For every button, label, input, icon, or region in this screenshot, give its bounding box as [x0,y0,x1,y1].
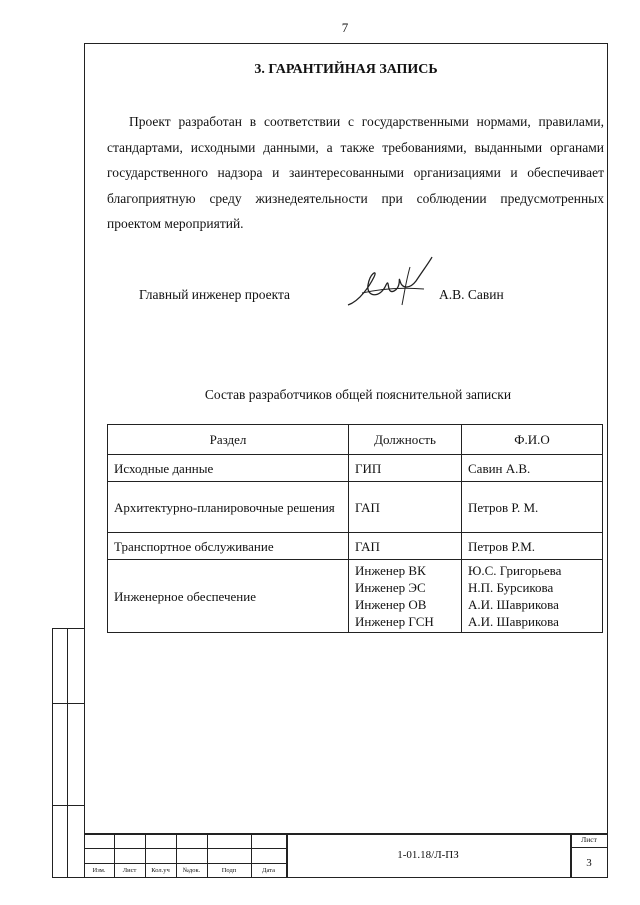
position-cell [349,560,462,633]
table-row [108,560,603,633]
name-cell: Петров Р.М. [462,533,603,560]
signer-role: Главный инженер проекта [139,287,291,302]
name-line: А.И. Шаврикова [468,597,559,612]
position-line: Инженер ОВ [355,597,427,612]
column-header-name: Ф.И.О [462,425,603,455]
section-cell: Инженерное обеспечение [108,560,349,633]
position-cell: ГИП [349,455,462,482]
sheet-number: 3 [586,857,592,869]
name-cell: Савин А.В. [462,455,603,482]
name-cell: Петров Р. М. [462,482,603,533]
title-block-label: Дата [262,867,275,874]
position-line: Инженер ЭС [355,580,426,595]
position-line: Инженер ГСН [355,614,434,629]
table-row [108,455,603,482]
table-row [108,482,603,533]
page-number: 7 [341,20,349,35]
title-block-label: Лист [122,867,137,874]
document-code: 1-01.18/Л-ПЗ [397,849,459,861]
section-heading: 3. ГАРАНТИЙНАЯ ЗАПИСЬ [254,62,438,77]
title-block-label: Изм. [92,867,106,874]
warranty-statement: Проект разработан в соответствии с государственными нормами, правилами, стандартами, исходными данными, а также требованиями, выданными органами государственного надзора и заинтересованными организациями и обеспечивает благоприятную среду жизнедеятельности при соблюдении предусмотренных проектом мероприятий. [107,114,604,231]
sheet-label: Лист [581,835,597,844]
developers-table [107,424,603,633]
title-block-label: Подп [221,867,237,874]
title-block [84,833,608,878]
signer-name: А.В. Савин [439,287,504,302]
side-stamp-divider [67,629,68,877]
title-block-label: Кол.уч [151,867,170,874]
name-cell [462,560,603,633]
side-stamp [52,628,84,878]
section-cell: Архитектурно-планировочные решения [108,482,349,533]
position-cell: ГАП [349,533,462,560]
side-stamp-divider [53,805,84,806]
position-line: Инженер ВК [355,563,426,578]
section-cell: Исходные данные [108,455,349,482]
name-line: Ю.С. Григорьева [468,563,562,578]
column-header-position: Должность [349,425,462,455]
title-block-label: №док. [182,867,201,874]
side-stamp-divider [53,703,84,704]
table-row [108,533,603,560]
name-line: Н.П. Бурсикова [468,580,554,595]
column-header-section: Раздел [108,425,349,455]
section-cell: Транспортное обслуживание [108,533,349,560]
name-line: А.И. Шаврикова [468,614,559,629]
handwritten-signature [340,255,440,315]
position-cell: ГАП [349,482,462,533]
team-table-caption: Состав разработчиков общей пояснительной записки [204,387,512,402]
